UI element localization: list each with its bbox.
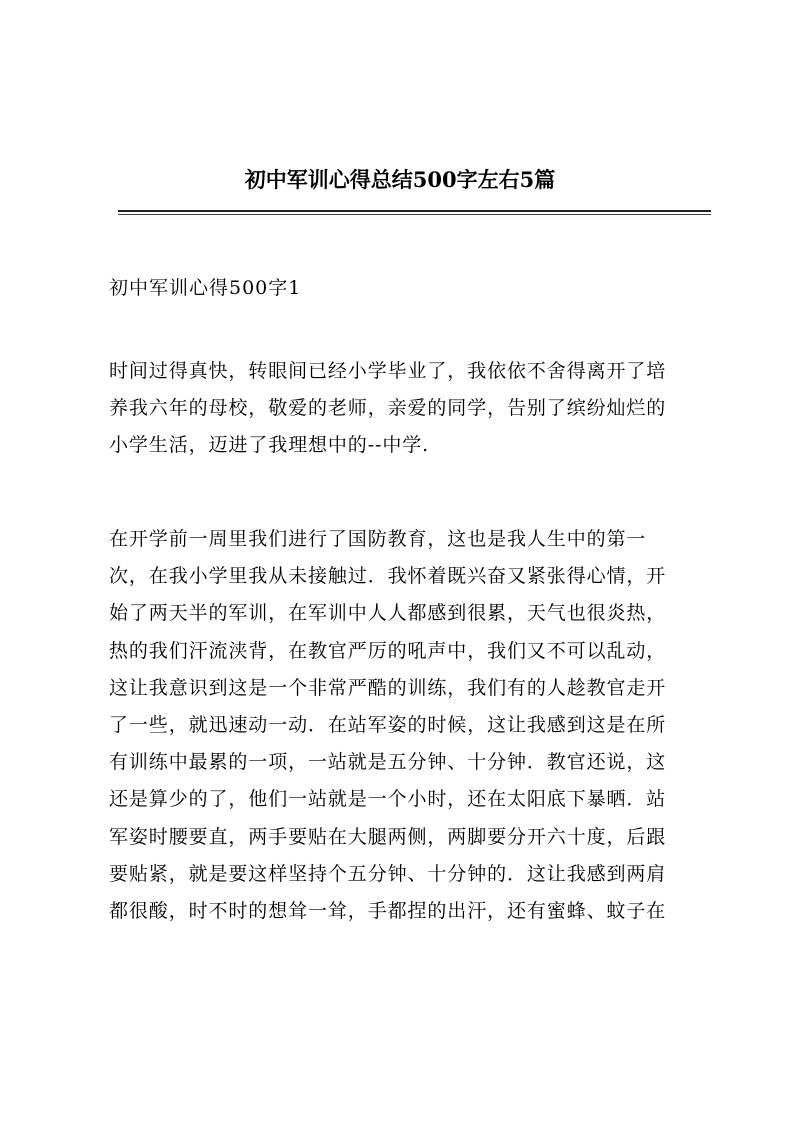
paragraph-line: 了一些，就迅速动一动．在站军姿的时候，这让我感到这是在所 xyxy=(109,713,667,736)
title-divider xyxy=(118,210,711,212)
paragraph-line: 养我六年的母校，敬爱的老师，亲爱的同学，告别了缤纷灿烂的 xyxy=(109,397,667,420)
paragraph-line: 始了两天半的军训，在军训中人人都感到很累，天气也很炎热， xyxy=(109,602,667,625)
paragraph-line: 小学生活，迈进了我理想中的--中学. xyxy=(109,434,430,457)
paragraph-line: 军姿时腰要直，两手要贴在大腿两侧，两脚要分开六十度，后跟 xyxy=(109,825,667,848)
paragraph-line: 要贴紧，就是要这样坚持个五分钟、十分钟的．这让我感到两肩 xyxy=(109,862,667,885)
title-divider-thin xyxy=(118,214,711,215)
paragraph-line: 都很酸，时不时的想耸一耸，手都捏的出汗，还有蜜蜂、蚊子在 xyxy=(109,899,667,922)
section-heading: 初中军训心得500字1 xyxy=(109,277,302,299)
paragraph-line: 次，在我小学里我从未接触过．我怀着既兴奋又紧张得心情，开 xyxy=(109,565,667,588)
document-title: 初中军训心得总结500字左右5篇 xyxy=(244,167,556,192)
paragraph-line: 时间过得真快，转眼间已经小学毕业了，我依依不舍得离开了培 xyxy=(109,360,667,382)
paragraph-line: 在开学前一周里我们进行了国防教育，这也是我人生中的第一 xyxy=(109,528,647,550)
paragraph-1 xyxy=(109,353,714,465)
paragraph-line: 热的我们汗流浃背，在教官严厉的吼声中，我们又不可以乱动， xyxy=(109,639,667,662)
paragraph-2 xyxy=(109,521,714,930)
paragraph-line: 还是算少的了，他们一站就是一个小时，还在太阳底下暴晒．站 xyxy=(109,788,667,811)
paragraph-line: 这让我意识到这是一个非常严酷的训练，我们有的人趁教官走开 xyxy=(109,676,667,699)
paragraph-line: 有训练中最累的一项，一站就是五分钟、十分钟．教官还说，这 xyxy=(109,751,667,774)
